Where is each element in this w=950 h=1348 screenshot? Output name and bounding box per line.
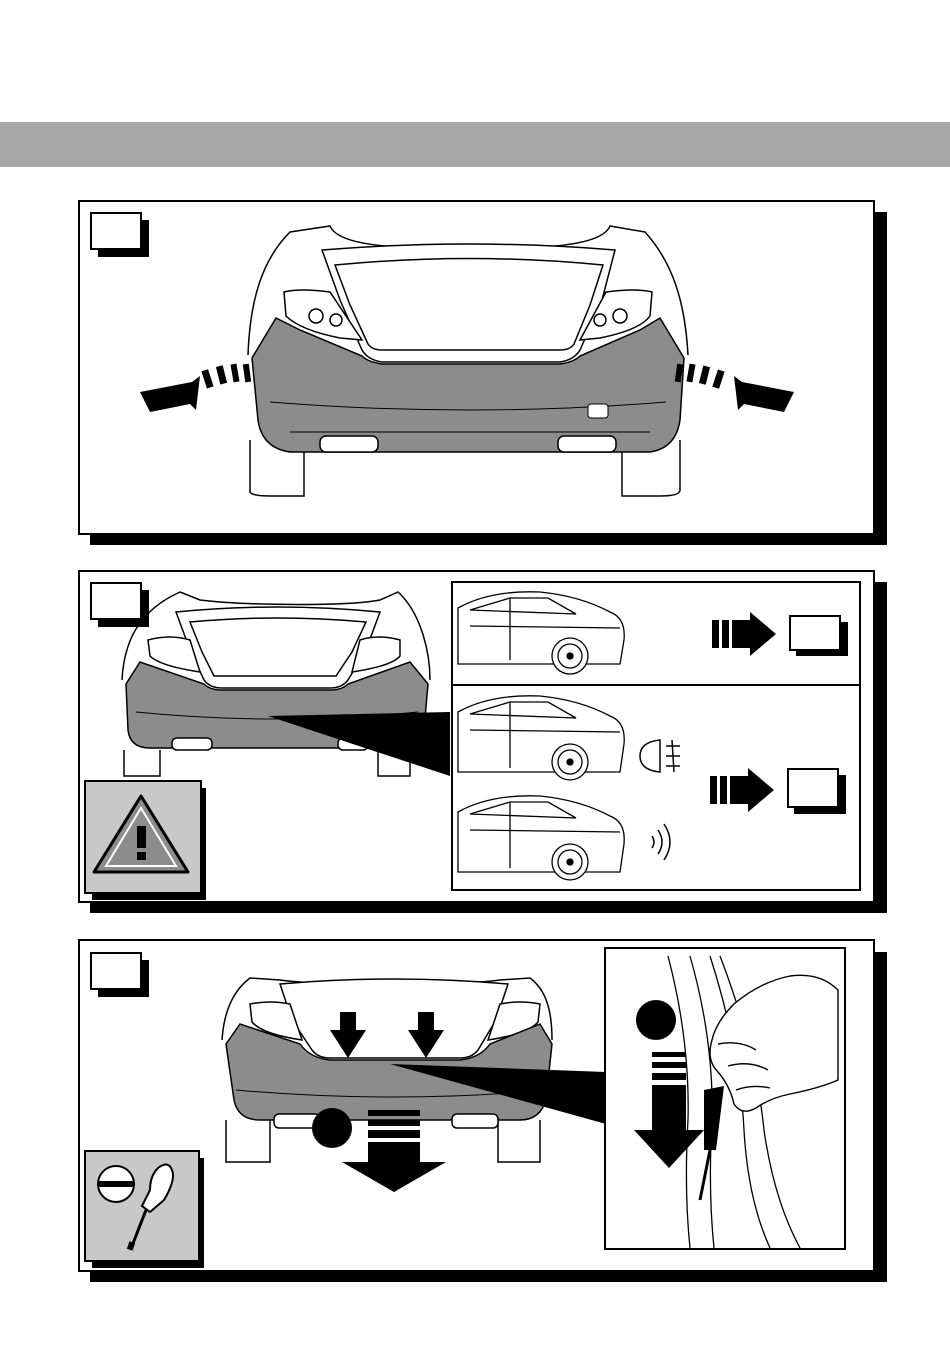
callout-1-icon — [312, 1108, 352, 1148]
arrow-down-icon — [634, 1052, 704, 1168]
hand-icon — [710, 975, 838, 1111]
flathead-screwdriver-icon — [700, 1086, 724, 1200]
flathead-screwdriver-icon — [98, 1164, 173, 1250]
callout-2-icon — [636, 1000, 676, 1040]
arrow-down-icon — [342, 1110, 446, 1192]
